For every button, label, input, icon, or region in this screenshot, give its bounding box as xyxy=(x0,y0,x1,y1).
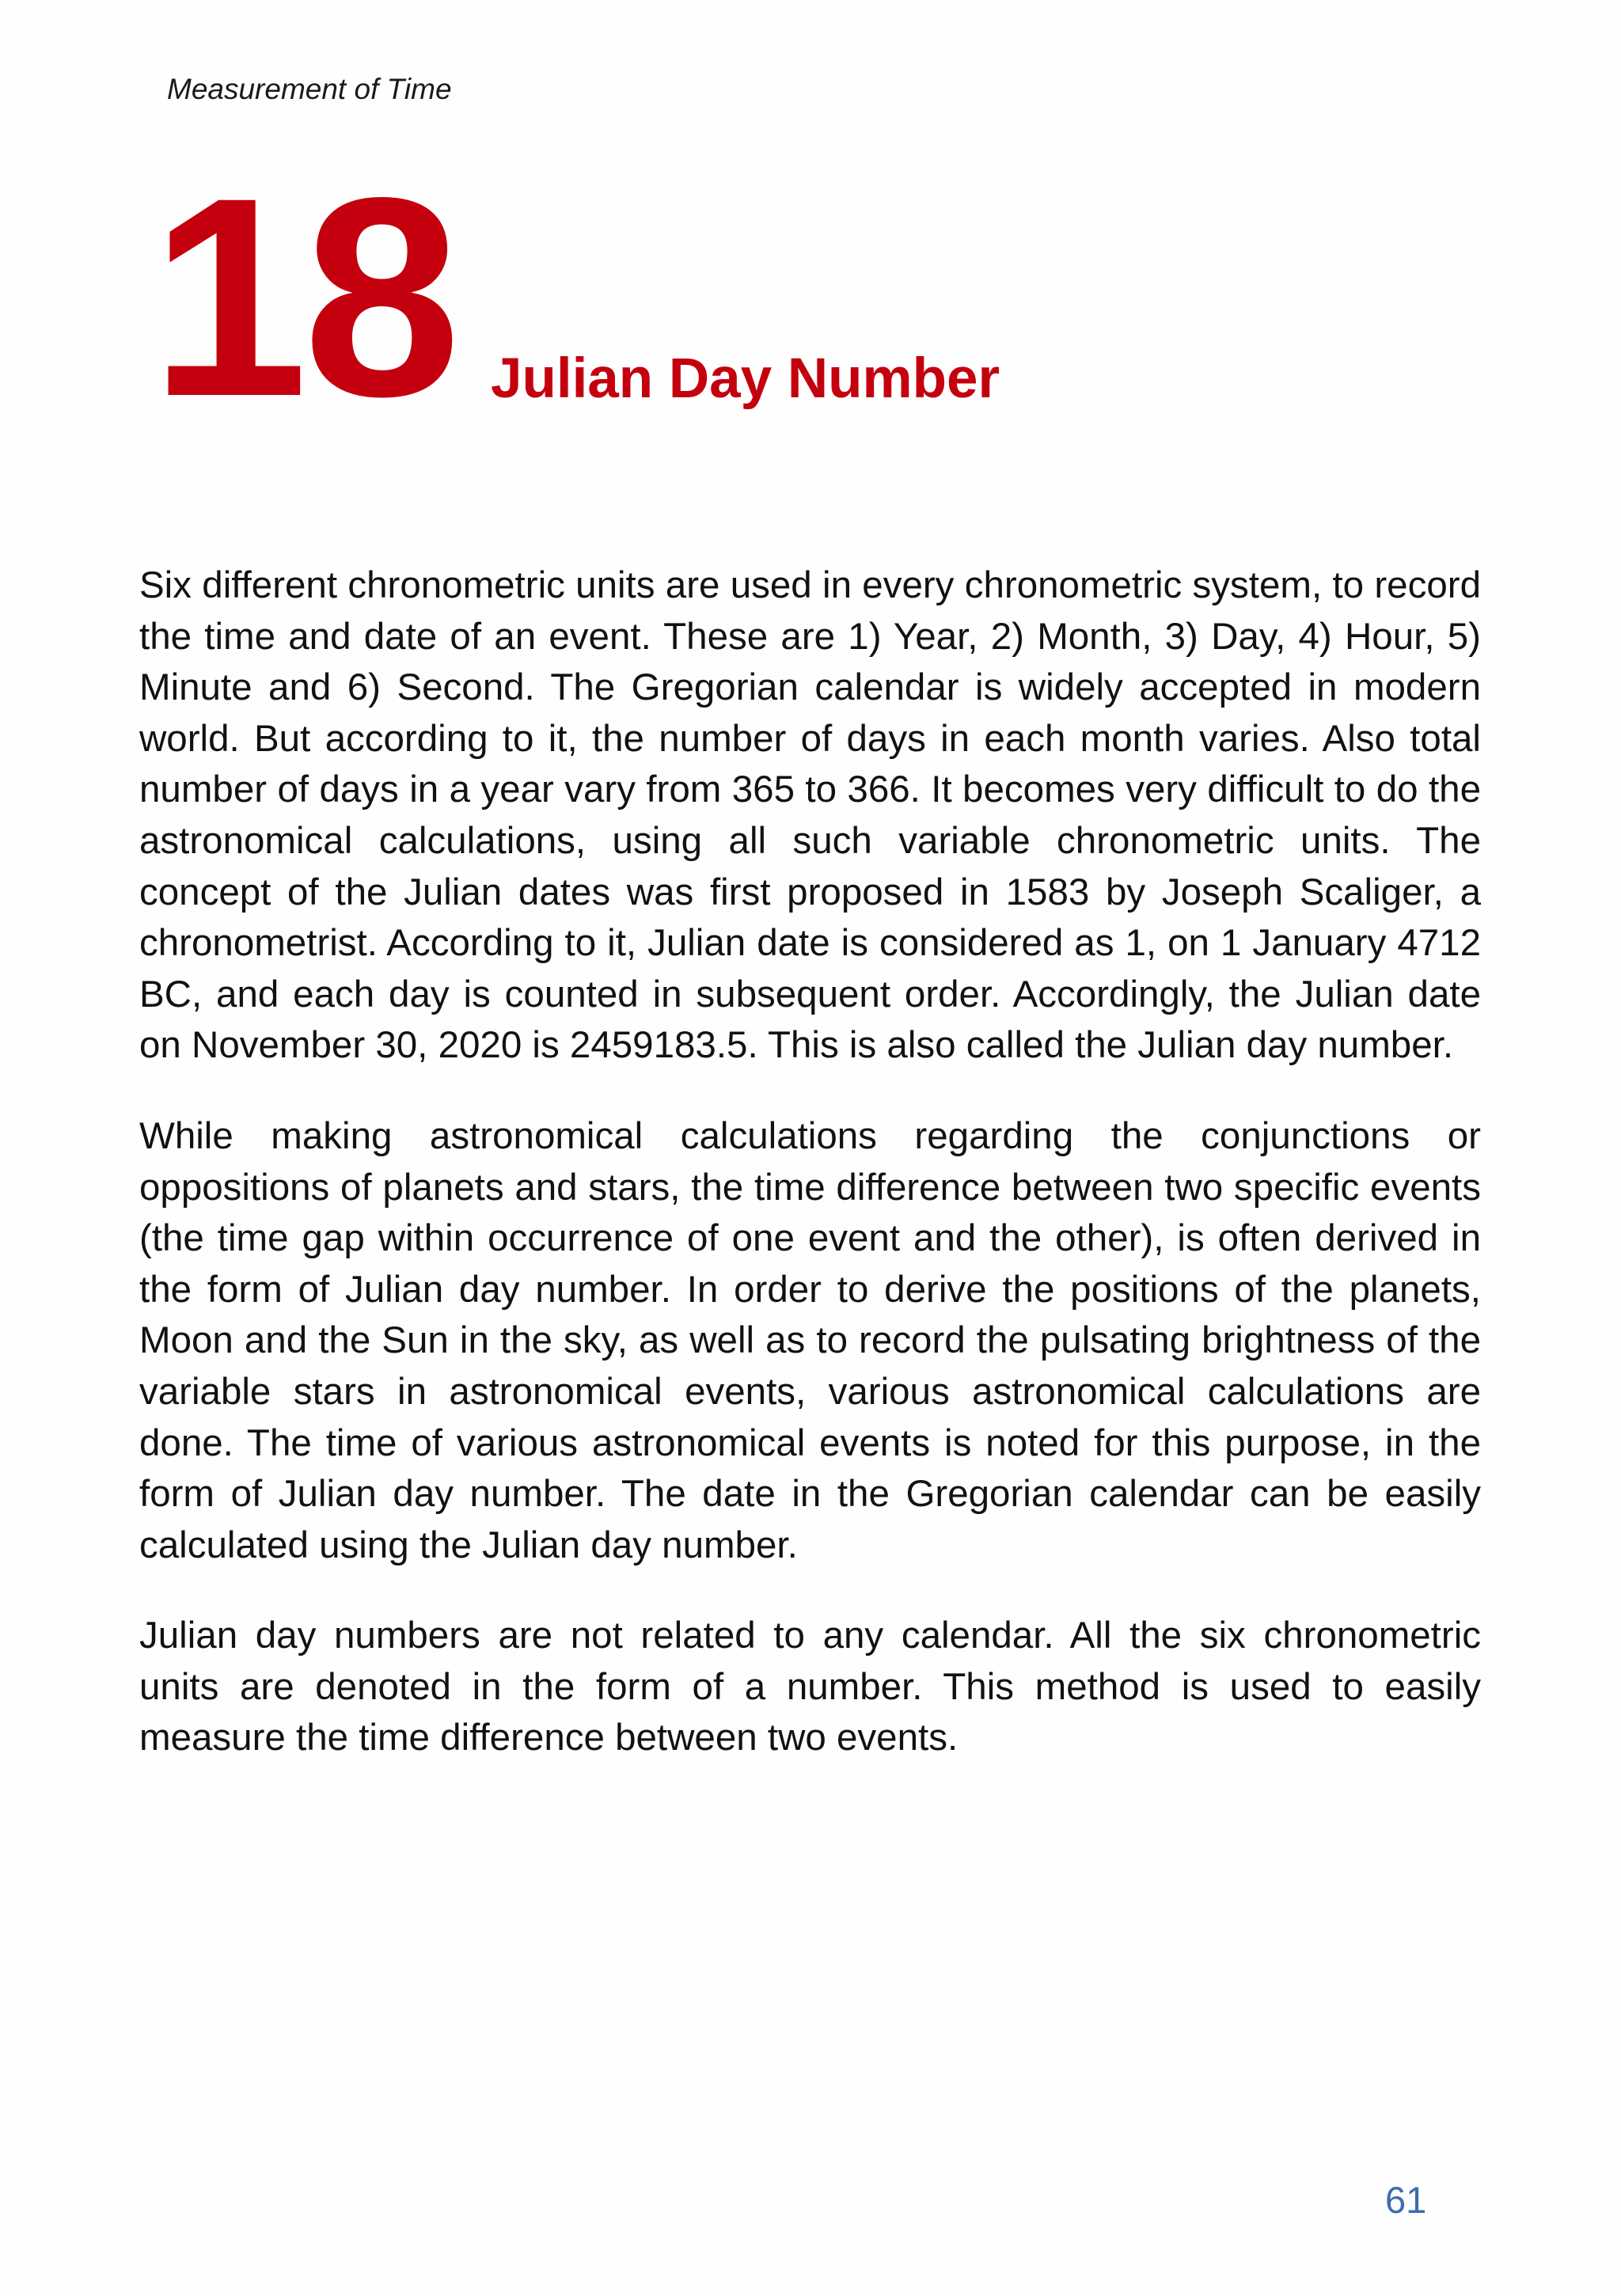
paragraph-1: Six different chronometric units are used in every chronometric system, to record the time and date of an event. These are 1) Year, 2) Month, 3) Day, 4) Hour, 5) Minute and 6) Second. The Gregorian calendar is widely accepted in modern world. But according to it, the number of days in each month varies. Also total number of days in a year vary from 365 to 366. It becomes very difficult to do the astronomical calculations, using all such variable chronometric units. The concept of the Julian dates was first proposed in 1583 by Joseph Scaliger, a chronometrist. According to it, Julian date is considered as 1, on 1 January 4712 BC, and each day is counted in subsequent order. Accordingly, the Julian date on November 30, 2020 is 2459183.5. This is also called the Julian day number. xyxy=(139,564,1481,1067)
paragraph-3: Julian day numbers are not related to any calendar. All the six chronometric units are denoted in the form of a number. This method is used to easily measure the time difference between two events. xyxy=(139,1615,1481,1759)
running-header: Measurement of Time xyxy=(167,73,452,105)
chapter-number: 18 xyxy=(150,139,457,455)
paragraph-2: While making astronomical calculations regarding the conjunctions or oppositions of planets and stars, the time difference between two specific events (the time gap within occurrence of one event and the other), is often derived in the form of Julian day number. In order to derive the positions of the planets, Moon and the Sun in the sky, as well as to record the pulsating brightness of the variable stars in astronomical events, various astronomical calculations are done. The time of various astronomical events is noted for this purpose, in the form of Julian day number. The date in the Gregorian calendar can be easily calculated using the Julian day number. xyxy=(139,1114,1481,1566)
chapter-heading xyxy=(150,139,1496,455)
body-text xyxy=(139,560,1481,1804)
chapter-title: Julian Day Number xyxy=(491,347,1000,410)
page-number: 61 xyxy=(1385,2179,1427,2221)
